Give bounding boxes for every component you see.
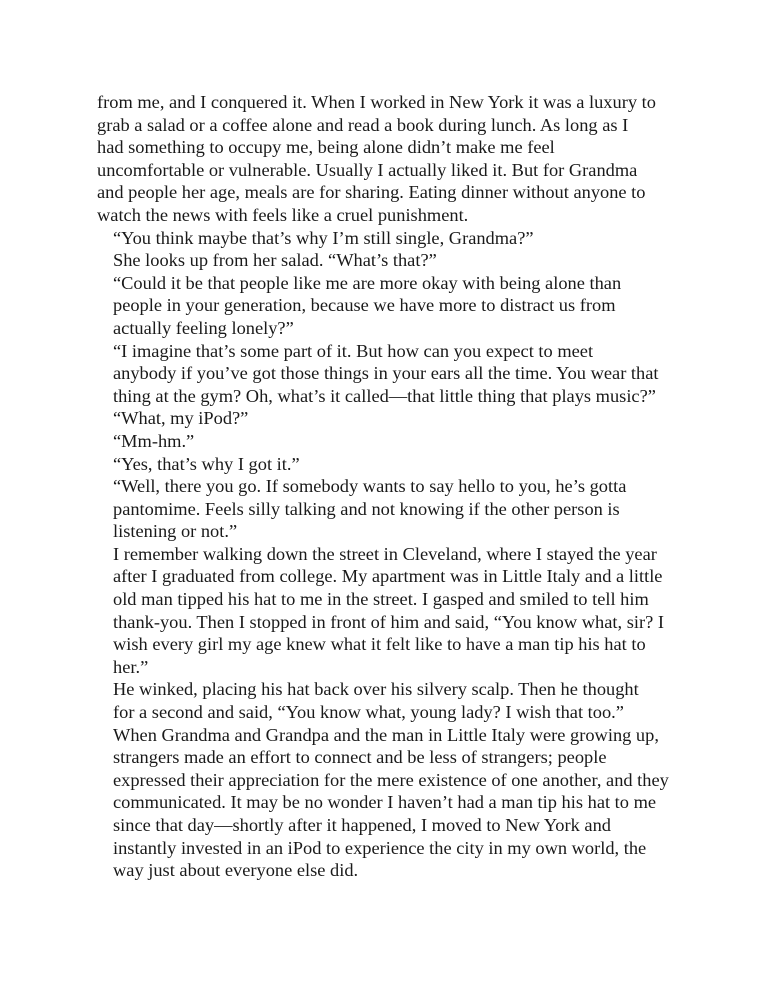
book-page-body xyxy=(97,91,687,882)
text-line: her.” xyxy=(113,656,149,677)
paragraph xyxy=(97,407,687,430)
text-line: from me, and I conquered it. When I worked in New York it was a luxury to xyxy=(97,92,656,112)
paragraph xyxy=(97,678,687,723)
paragraph xyxy=(97,453,687,476)
text-line: strangers made an effort to connect and be less of strangers; people xyxy=(113,747,607,768)
text-line: uncomfortable or vulnerable. Usually I actually liked it. But for Grandma xyxy=(97,159,638,180)
text-line: listening or not.” xyxy=(113,521,238,542)
text-line: people in your generation, because we have more to distract us from xyxy=(113,295,616,316)
paragraph xyxy=(97,272,687,340)
paragraph xyxy=(97,249,687,272)
text-line: after I graduated from college. My apartment was in Little Italy and a little xyxy=(113,566,663,587)
text-line: thing at the gym? Oh, what’s it called—that little thing that plays music?” xyxy=(113,385,656,406)
text-line: way just about everyone else did. xyxy=(113,860,359,881)
text-line: wish every girl my age knew what it felt like to have a man tip his hat to xyxy=(113,634,646,655)
paragraph xyxy=(97,543,687,679)
paragraph xyxy=(97,724,687,882)
paragraph xyxy=(97,227,687,250)
text-line: pantomime. Feels silly talking and not knowing if the other person is xyxy=(113,498,620,519)
text-line: communicated. It may be no wonder I haven’t had a man tip his hat to me xyxy=(113,792,657,813)
text-line: expressed their appreciation for the mere existence of one another, and they xyxy=(113,769,669,790)
text-line: “I imagine that’s some part of it. But how can you expect to meet xyxy=(113,340,594,361)
text-line: had something to occupy me, being alone didn’t make me feel xyxy=(97,137,555,158)
text-line: She looks up from her salad. “What’s that?” xyxy=(113,250,437,271)
text-line: and people her age, meals are for sharing. Eating dinner without anyone to xyxy=(97,182,646,203)
text-line: anybody if you’ve got those things in your ears all the time. You wear that xyxy=(113,363,659,384)
paragraph xyxy=(97,430,687,453)
text-line: “What, my iPod?” xyxy=(113,408,249,429)
text-line: “Could it be that people like me are more okay with being alone than xyxy=(113,272,622,293)
text-line: instantly invested in an iPod to experience the city in my own world, the xyxy=(113,837,647,858)
text-line: since that day—shortly after it happened, I moved to New York and xyxy=(113,815,611,835)
text-line: “You think maybe that’s why I’m still single, Grandma?” xyxy=(113,227,534,248)
text-line: watch the news with feels like a cruel punishment. xyxy=(97,204,469,225)
text-line: “Well, there you go. If somebody wants to say hello to you, he’s gotta xyxy=(113,476,627,497)
text-line: for a second and said, “You know what, young lady? I wish that too.” xyxy=(113,702,624,723)
paragraph xyxy=(97,475,687,543)
text-line: thank-you. Then I stopped in front of him and said, “You know what, sir? I xyxy=(113,611,664,632)
paragraph xyxy=(97,340,687,408)
text-line: When Grandma and Grandpa and the man in Little Italy were growing up, xyxy=(113,724,659,745)
text-line: “Yes, that’s why I got it.” xyxy=(113,453,300,474)
text-line: He winked, placing his hat back over his silvery scalp. Then he thought xyxy=(113,679,639,700)
text-line: grab a salad or a coffee alone and read a book during lunch. As long as I xyxy=(97,114,629,135)
text-line: “Mm-hm.” xyxy=(113,430,195,451)
text-line: actually feeling lonely?” xyxy=(113,317,294,338)
text-line: old man tipped his hat to me in the street. I gasped and smiled to tell him xyxy=(113,589,649,610)
paragraph xyxy=(97,91,687,227)
text-line: I remember walking down the street in Cleveland, where I stayed the year xyxy=(113,543,657,564)
